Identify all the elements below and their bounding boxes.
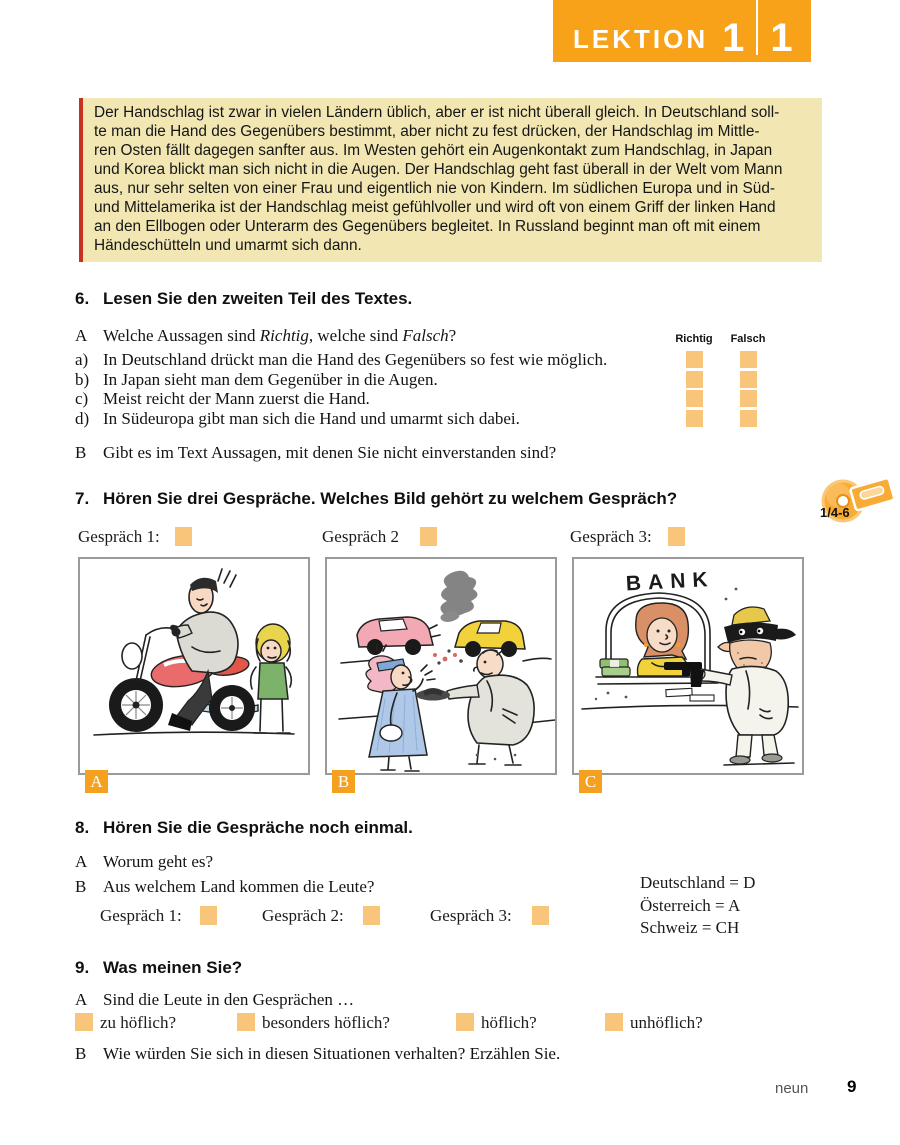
task-8a-text: Worum geht es? <box>103 852 214 871</box>
task-9a-text: Sind die Leute in den Gesprächen … <box>103 990 355 1009</box>
passage-line: aus, nur sehr selten von einer Frau und eigentlich nie von Kindern. Im südlichen Europa und in Süd- <box>94 180 776 197</box>
lektion-divider <box>756 0 758 55</box>
passage-line: und Korea blickt man sich nicht in die Augen. Der Handschlag geht fast überall in der Welt vom Mann <box>94 161 783 178</box>
section-9-number: 9. <box>75 958 90 977</box>
accident-illustration <box>327 559 555 773</box>
picture-b-accident <box>325 557 557 775</box>
checkbox-falsch-d[interactable] <box>740 410 757 427</box>
task-6b-label: B <box>75 443 87 462</box>
passage-line: Händeschütteln und umarmt sich dann. <box>94 237 362 254</box>
passage-line: te man die Hand des Gegenübers bestimmt, aber nicht zu fest drücken, der Handschlag im Mittle- <box>94 123 760 140</box>
task-9b <box>75 1044 560 1064</box>
audio-track-marker <box>816 477 896 523</box>
task-9b-label: B <box>75 1044 87 1063</box>
checkbox-falsch-a[interactable] <box>740 351 757 368</box>
task-9a <box>75 990 354 1010</box>
gespraech-2-country-prompt: Gespräch 2: <box>262 906 344 925</box>
falsch-checkbox-column <box>740 351 757 427</box>
statement-d-text: In Südeuropa gibt man sich die Hand und umarmt sich dabei. <box>103 409 520 428</box>
gespraech-3-country-box[interactable] <box>532 906 549 925</box>
task-6b <box>75 443 556 463</box>
legend-line: Deutschland = D <box>640 873 756 892</box>
statement-c-text: Meist reicht der Mann zuerst die Hand. <box>103 389 370 408</box>
task-9a-label: A <box>75 990 88 1009</box>
motorcycle-illustration <box>80 559 308 773</box>
section-6-number: 6. <box>75 289 90 308</box>
statement-b-label: b) <box>75 370 90 389</box>
task-6a-text-mid: , welche sind <box>308 326 403 345</box>
task-6a-text-post: ? <box>448 326 457 345</box>
task-9b-text: Wie würden Sie sich in diesen Situationen verhalten? Erzählen Sie. <box>103 1044 561 1063</box>
gespraech-3-answer-box[interactable] <box>668 527 685 546</box>
gespraech-2-country-box[interactable] <box>363 906 380 925</box>
task-6a-richtig-word: Richtig <box>259 326 309 345</box>
bank-robbery-illustration <box>574 559 802 773</box>
statement-d-label: d) <box>75 409 90 428</box>
section-6-heading <box>75 289 412 309</box>
lektion-header <box>553 0 811 62</box>
lektion-label: LEKTION <box>573 24 709 54</box>
option-unhoeflich: unhöflich? <box>630 1013 703 1032</box>
task-6a-text: Welche Aussagen sind <box>103 326 260 345</box>
option-box-besonders-hoeflich[interactable] <box>237 1013 255 1031</box>
checkbox-falsch-b[interactable] <box>740 371 757 388</box>
gespraech-1-country-prompt: Gespräch 1: <box>100 906 182 925</box>
task-8b <box>75 877 374 897</box>
task-6b-text: Gibt es im Text Aussagen, mit denen Sie nicht einverstanden sind? <box>103 443 557 462</box>
legend-line: Österreich = A <box>640 895 741 915</box>
task-6a <box>75 326 456 346</box>
bank-sign: BANK <box>625 567 716 596</box>
column-header-richtig: Richtig <box>675 333 713 345</box>
statement-b <box>75 370 438 390</box>
option-box-zu-hoeflich[interactable] <box>75 1013 93 1031</box>
section-9-heading <box>75 958 242 978</box>
gespraech-3-prompt: Gespräch 3: <box>570 527 652 546</box>
option-box-hoeflich[interactable] <box>456 1013 474 1031</box>
gespraech-2-prompt: Gespräch 2 <box>322 527 399 546</box>
task-8b-text: Aus welchem Land kommen die Leute? <box>103 877 375 896</box>
section-8-title: Hören Sie die Gespräche noch einmal. <box>103 818 413 837</box>
section-7-title: Hören Sie drei Gespräche. Welches Bild gehört zu welchem Gespräch? <box>103 489 678 508</box>
section-9-title: Was meinen Sie? <box>103 958 243 977</box>
section-6-title: Lesen Sie den zweiten Teil des Textes. <box>103 289 413 308</box>
passage-line: an den Ellbogen oder Unterarm des Gegenübers begleitet. In Russland beginnt man oft mit einem <box>94 218 761 235</box>
section-8-number: 8. <box>75 818 90 837</box>
legend-line: Schweiz = CH <box>640 918 740 937</box>
statement-c-label: c) <box>75 389 89 408</box>
picture-label-b: B <box>332 770 355 793</box>
statement-a <box>75 350 607 370</box>
section-8-heading <box>75 818 413 838</box>
statement-d <box>75 409 520 429</box>
statement-c <box>75 389 370 409</box>
option-besonders-hoeflich: besonders höflich? <box>262 1013 390 1032</box>
checkbox-falsch-c[interactable] <box>740 390 757 407</box>
section-7-heading <box>75 489 677 509</box>
task-8a-label: A <box>75 852 88 871</box>
checkbox-richtig-d[interactable] <box>686 410 703 427</box>
checkbox-richtig-c[interactable] <box>686 390 703 407</box>
task-8b-label: B <box>75 877 87 896</box>
gespraech-1-answer-box[interactable] <box>175 527 192 546</box>
gespraech-2-answer-box[interactable] <box>420 527 437 546</box>
option-box-unhoeflich[interactable] <box>605 1013 623 1031</box>
gespraech-1-prompt: Gespräch 1: <box>78 527 160 546</box>
statement-a-text: In Deutschland drückt man die Hand des Gegenübers so fest wie möglich. <box>103 350 608 369</box>
checkbox-richtig-a[interactable] <box>686 351 703 368</box>
gespraech-3-country-prompt: Gespräch 3: <box>430 906 512 925</box>
passage-line: und Mittelamerika ist der Handschlag meist gefühlvoller und wird oft von einem Griff der linken Hand <box>94 199 776 216</box>
country-code-legend <box>640 872 755 940</box>
gespraech-1-country-box[interactable] <box>200 906 217 925</box>
picture-c-bank <box>572 557 804 775</box>
checkbox-richtig-b[interactable] <box>686 371 703 388</box>
section-7-number: 7. <box>75 489 90 508</box>
picture-label-c: C <box>579 770 602 793</box>
statement-a-label: a) <box>75 350 89 369</box>
column-header-falsch: Falsch <box>730 333 766 345</box>
picture-a-motorcycle <box>78 557 310 775</box>
page-number: 9 <box>847 1077 857 1096</box>
lektion-number-right: 1 <box>770 16 793 60</box>
richtig-checkbox-column <box>686 351 703 427</box>
lektion-number-left: 1 <box>722 16 745 60</box>
passage-line: Der Handschlag ist zwar in vielen Ländern üblich, aber er ist nicht überall gleich. In Deutschland soll- <box>94 104 780 121</box>
audio-track-number: 1/4-6 <box>820 505 850 520</box>
task-8a <box>75 852 213 872</box>
page-number-word: neun <box>775 1080 809 1097</box>
passage-line: ren Osten fällt dagegen sanfter aus. Im Westen gehört ein Augenkontakt zum Handschlag, in Japan <box>94 142 773 159</box>
picture-label-a: A <box>85 770 108 793</box>
option-zu-hoeflich: zu höflich? <box>100 1013 176 1032</box>
task-6a-falsch-word: Falsch <box>402 326 449 345</box>
statement-b-text: In Japan sieht man dem Gegenüber in die Augen. <box>103 370 438 389</box>
option-hoeflich: höflich? <box>481 1013 537 1032</box>
task-6a-label: A <box>75 326 88 345</box>
reading-passage <box>79 98 822 262</box>
